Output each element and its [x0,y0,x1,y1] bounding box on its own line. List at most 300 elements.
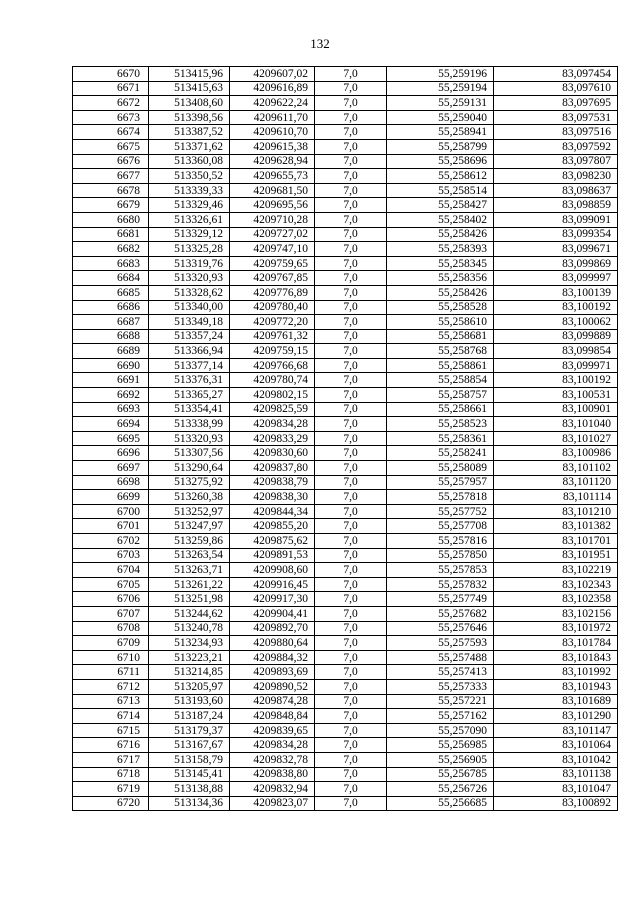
x-coordinate-cell: 513179,37 [149,723,230,738]
latitude-cell: 55,256785 [387,767,494,782]
longitude-cell: 83,101951 [494,548,618,563]
latitude-cell: 55,259196 [387,67,494,82]
table-row [73,446,618,461]
y-coordinate-cell: 4209780,74 [230,373,315,388]
height-cell: 7,0 [315,548,387,563]
x-coordinate-cell: 513259,86 [149,534,230,549]
longitude-cell: 83,099971 [494,358,618,373]
longitude-cell: 83,101040 [494,417,618,432]
y-coordinate-cell: 4209825,59 [230,402,315,417]
longitude-cell: 83,102219 [494,563,618,578]
longitude-cell: 83,097695 [494,96,618,111]
x-coordinate-cell: 513387,52 [149,125,230,140]
longitude-cell: 83,100062 [494,315,618,330]
point-number-cell: 6684 [73,271,149,286]
point-number-cell: 6705 [73,577,149,592]
longitude-cell: 83,100892 [494,796,618,811]
table-row [73,577,618,592]
latitude-cell: 55,258089 [387,461,494,476]
table-row [73,767,618,782]
latitude-cell: 55,258612 [387,169,494,184]
y-coordinate-cell: 4209916,45 [230,577,315,592]
table-row [73,242,618,257]
longitude-cell: 83,099671 [494,242,618,257]
latitude-cell: 55,257957 [387,475,494,490]
point-number-cell: 6699 [73,490,149,505]
x-coordinate-cell: 513234,93 [149,636,230,651]
y-coordinate-cell: 4209833,29 [230,431,315,446]
y-coordinate-cell: 4209695,56 [230,198,315,213]
height-cell: 7,0 [315,300,387,315]
latitude-cell: 55,258768 [387,344,494,359]
point-number-cell: 6714 [73,709,149,724]
longitude-cell: 83,101290 [494,709,618,724]
longitude-cell: 83,097807 [494,154,618,169]
y-coordinate-cell: 4209747,10 [230,242,315,257]
longitude-cell: 83,099091 [494,212,618,227]
point-number-cell: 6693 [73,402,149,417]
y-coordinate-cell: 4209615,38 [230,139,315,154]
table-row [73,665,618,680]
longitude-cell: 83,101843 [494,650,618,665]
table-row [73,198,618,213]
height-cell: 7,0 [315,461,387,476]
height-cell: 7,0 [315,650,387,665]
longitude-cell: 83,102156 [494,606,618,621]
y-coordinate-cell: 4209776,89 [230,285,315,300]
height-cell: 7,0 [315,388,387,403]
point-number-cell: 6681 [73,227,149,242]
y-coordinate-cell: 4209681,50 [230,183,315,198]
x-coordinate-cell: 513415,63 [149,81,230,96]
y-coordinate-cell: 4209830,60 [230,446,315,461]
point-number-cell: 6688 [73,329,149,344]
longitude-cell: 83,102358 [494,592,618,607]
height-cell: 7,0 [315,563,387,578]
longitude-cell: 83,100986 [494,446,618,461]
x-coordinate-cell: 513251,98 [149,592,230,607]
x-coordinate-cell: 513158,79 [149,752,230,767]
longitude-cell: 83,098230 [494,169,618,184]
point-number-cell: 6674 [73,125,149,140]
point-number-cell: 6704 [73,563,149,578]
longitude-cell: 83,097610 [494,81,618,96]
height-cell: 7,0 [315,592,387,607]
x-coordinate-cell: 513377,14 [149,358,230,373]
longitude-cell: 83,101147 [494,723,618,738]
point-number-cell: 6686 [73,300,149,315]
table-row [73,621,618,636]
y-coordinate-cell: 4209759,65 [230,256,315,271]
y-coordinate-cell: 4209874,28 [230,694,315,709]
table-row [73,475,618,490]
latitude-cell: 55,257162 [387,709,494,724]
table-row [73,227,618,242]
longitude-cell: 83,099869 [494,256,618,271]
y-coordinate-cell: 4209838,79 [230,475,315,490]
point-number-cell: 6677 [73,169,149,184]
longitude-cell: 83,101943 [494,679,618,694]
latitude-cell: 55,257832 [387,577,494,592]
y-coordinate-cell: 4209759,15 [230,344,315,359]
y-coordinate-cell: 4209655,73 [230,169,315,184]
longitude-cell: 83,098859 [494,198,618,213]
point-number-cell: 6715 [73,723,149,738]
y-coordinate-cell: 4209767,85 [230,271,315,286]
height-cell: 7,0 [315,227,387,242]
table-row [73,300,618,315]
point-number-cell: 6691 [73,373,149,388]
point-number-cell: 6671 [73,81,149,96]
height-cell: 7,0 [315,475,387,490]
point-number-cell: 6685 [73,285,149,300]
latitude-cell: 55,258610 [387,315,494,330]
table-row [73,709,618,724]
table-row [73,81,618,96]
coordinates-table [72,66,618,811]
height-cell: 7,0 [315,504,387,519]
point-number-cell: 6697 [73,461,149,476]
table-row [73,373,618,388]
point-number-cell: 6716 [73,738,149,753]
table-row [73,96,618,111]
longitude-cell: 83,099997 [494,271,618,286]
table-row [73,504,618,519]
height-cell: 7,0 [315,606,387,621]
height-cell: 7,0 [315,490,387,505]
y-coordinate-cell: 4209891,53 [230,548,315,563]
height-cell: 7,0 [315,767,387,782]
point-number-cell: 6701 [73,519,149,534]
y-coordinate-cell: 4209780,40 [230,300,315,315]
point-number-cell: 6711 [73,665,149,680]
table-row [73,738,618,753]
x-coordinate-cell: 513350,52 [149,169,230,184]
point-number-cell: 6680 [73,212,149,227]
x-coordinate-cell: 513408,60 [149,96,230,111]
latitude-cell: 55,258861 [387,358,494,373]
x-coordinate-cell: 513307,56 [149,446,230,461]
y-coordinate-cell: 4209892,70 [230,621,315,636]
y-coordinate-cell: 4209880,64 [230,636,315,651]
longitude-cell: 83,101689 [494,694,618,709]
latitude-cell: 55,258661 [387,402,494,417]
x-coordinate-cell: 513261,22 [149,577,230,592]
height-cell: 7,0 [315,358,387,373]
y-coordinate-cell: 4209848,84 [230,709,315,724]
point-number-cell: 6710 [73,650,149,665]
y-coordinate-cell: 4209610,70 [230,125,315,140]
height-cell: 7,0 [315,198,387,213]
latitude-cell: 55,258941 [387,125,494,140]
longitude-cell: 83,100531 [494,388,618,403]
height-cell: 7,0 [315,271,387,286]
longitude-cell: 83,101120 [494,475,618,490]
x-coordinate-cell: 513247,97 [149,519,230,534]
point-number-cell: 6712 [73,679,149,694]
longitude-cell: 83,101042 [494,752,618,767]
table-row [73,125,618,140]
longitude-cell: 83,101064 [494,738,618,753]
table-row [73,183,618,198]
height-cell: 7,0 [315,256,387,271]
latitude-cell: 55,257682 [387,606,494,621]
y-coordinate-cell: 4209890,52 [230,679,315,694]
height-cell: 7,0 [315,285,387,300]
point-number-cell: 6695 [73,431,149,446]
x-coordinate-cell: 513329,46 [149,198,230,213]
point-number-cell: 6708 [73,621,149,636]
x-coordinate-cell: 513275,92 [149,475,230,490]
height-cell: 7,0 [315,694,387,709]
table-row [73,650,618,665]
height-cell: 7,0 [315,242,387,257]
longitude-cell: 83,101138 [494,767,618,782]
table-row [73,402,618,417]
height-cell: 7,0 [315,81,387,96]
table-row [73,752,618,767]
latitude-cell: 55,257646 [387,621,494,636]
table-row [73,67,618,82]
table-row [73,212,618,227]
x-coordinate-cell: 513134,36 [149,796,230,811]
point-number-cell: 6719 [73,782,149,797]
latitude-cell: 55,258528 [387,300,494,315]
x-coordinate-cell: 513415,96 [149,67,230,82]
table-row [73,782,618,797]
latitude-cell: 55,258854 [387,373,494,388]
y-coordinate-cell: 4209766,68 [230,358,315,373]
height-cell: 7,0 [315,782,387,797]
y-coordinate-cell: 4209607,02 [230,67,315,82]
height-cell: 7,0 [315,373,387,388]
height-cell: 7,0 [315,96,387,111]
latitude-cell: 55,259131 [387,96,494,111]
latitude-cell: 55,257488 [387,650,494,665]
table-row [73,271,618,286]
table-row [73,110,618,125]
table-row [73,636,618,651]
latitude-cell: 55,258426 [387,227,494,242]
x-coordinate-cell: 513263,71 [149,563,230,578]
table-row [73,796,618,811]
point-number-cell: 6709 [73,636,149,651]
longitude-cell: 83,101114 [494,490,618,505]
latitude-cell: 55,257221 [387,694,494,709]
longitude-cell: 83,100192 [494,300,618,315]
longitude-cell: 83,102343 [494,577,618,592]
x-coordinate-cell: 513240,78 [149,621,230,636]
y-coordinate-cell: 4209628,94 [230,154,315,169]
latitude-cell: 55,259194 [387,81,494,96]
height-cell: 7,0 [315,402,387,417]
table-row [73,694,618,709]
height-cell: 7,0 [315,139,387,154]
point-number-cell: 6702 [73,534,149,549]
longitude-cell: 83,101027 [494,431,618,446]
height-cell: 7,0 [315,344,387,359]
height-cell: 7,0 [315,315,387,330]
height-cell: 7,0 [315,665,387,680]
table-row [73,329,618,344]
point-number-cell: 6717 [73,752,149,767]
page-number: 132 [310,36,330,51]
x-coordinate-cell: 513244,62 [149,606,230,621]
height-cell: 7,0 [315,534,387,549]
x-coordinate-cell: 513398,56 [149,110,230,125]
latitude-cell: 55,257853 [387,563,494,578]
height-cell: 7,0 [315,212,387,227]
point-number-cell: 6707 [73,606,149,621]
height-cell: 7,0 [315,723,387,738]
latitude-cell: 55,256726 [387,782,494,797]
point-number-cell: 6703 [73,548,149,563]
x-coordinate-cell: 513260,38 [149,490,230,505]
x-coordinate-cell: 513357,24 [149,329,230,344]
table-row [73,723,618,738]
x-coordinate-cell: 513320,93 [149,271,230,286]
y-coordinate-cell: 4209834,28 [230,417,315,432]
longitude-cell: 83,097592 [494,139,618,154]
y-coordinate-cell: 4209893,69 [230,665,315,680]
table-row [73,679,618,694]
point-number-cell: 6682 [73,242,149,257]
longitude-cell: 83,101047 [494,782,618,797]
x-coordinate-cell: 513263,54 [149,548,230,563]
point-number-cell: 6698 [73,475,149,490]
point-number-cell: 6706 [73,592,149,607]
height-cell: 7,0 [315,446,387,461]
x-coordinate-cell: 513138,88 [149,782,230,797]
y-coordinate-cell: 4209908,60 [230,563,315,578]
latitude-cell: 55,258681 [387,329,494,344]
table-row [73,358,618,373]
point-number-cell: 6696 [73,446,149,461]
table-row [73,388,618,403]
point-number-cell: 6718 [73,767,149,782]
table-row [73,154,618,169]
height-cell: 7,0 [315,154,387,169]
latitude-cell: 55,258356 [387,271,494,286]
latitude-cell: 55,259040 [387,110,494,125]
longitude-cell: 83,101102 [494,461,618,476]
latitude-cell: 55,257816 [387,534,494,549]
x-coordinate-cell: 513320,93 [149,431,230,446]
x-coordinate-cell: 513325,28 [149,242,230,257]
point-number-cell: 6689 [73,344,149,359]
longitude-cell: 83,101972 [494,621,618,636]
point-number-cell: 6678 [73,183,149,198]
table-row [73,563,618,578]
latitude-cell: 55,257413 [387,665,494,680]
longitude-cell: 83,101210 [494,504,618,519]
table-row [73,519,618,534]
point-number-cell: 6676 [73,154,149,169]
longitude-cell: 83,099889 [494,329,618,344]
longitude-cell: 83,100139 [494,285,618,300]
latitude-cell: 55,258696 [387,154,494,169]
x-coordinate-cell: 513290,64 [149,461,230,476]
point-number-cell: 6687 [73,315,149,330]
height-cell: 7,0 [315,519,387,534]
x-coordinate-cell: 513205,97 [149,679,230,694]
latitude-cell: 55,257708 [387,519,494,534]
point-number-cell: 6672 [73,96,149,111]
latitude-cell: 55,257333 [387,679,494,694]
y-coordinate-cell: 4209834,28 [230,738,315,753]
y-coordinate-cell: 4209761,32 [230,329,315,344]
table-row [73,490,618,505]
height-cell: 7,0 [315,636,387,651]
y-coordinate-cell: 4209904,41 [230,606,315,621]
latitude-cell: 55,257090 [387,723,494,738]
latitude-cell: 55,258427 [387,198,494,213]
height-cell: 7,0 [315,709,387,724]
height-cell: 7,0 [315,67,387,82]
point-number-cell: 6692 [73,388,149,403]
height-cell: 7,0 [315,431,387,446]
table-row [73,534,618,549]
height-cell: 7,0 [315,417,387,432]
point-number-cell: 6670 [73,67,149,82]
longitude-cell: 83,101701 [494,534,618,549]
latitude-cell: 55,258393 [387,242,494,257]
latitude-cell: 55,257749 [387,592,494,607]
y-coordinate-cell: 4209884,32 [230,650,315,665]
height-cell: 7,0 [315,738,387,753]
x-coordinate-cell: 513252,97 [149,504,230,519]
y-coordinate-cell: 4209839,65 [230,723,315,738]
x-coordinate-cell: 513371,62 [149,139,230,154]
latitude-cell: 55,257818 [387,490,494,505]
table-row [73,461,618,476]
x-coordinate-cell: 513326,61 [149,212,230,227]
y-coordinate-cell: 4209917,30 [230,592,315,607]
latitude-cell: 55,256985 [387,738,494,753]
table-row [73,548,618,563]
y-coordinate-cell: 4209611,70 [230,110,315,125]
longitude-cell: 83,101382 [494,519,618,534]
longitude-cell: 83,100901 [494,402,618,417]
longitude-cell: 83,097531 [494,110,618,125]
y-coordinate-cell: 4209875,62 [230,534,315,549]
x-coordinate-cell: 513145,41 [149,767,230,782]
point-number-cell: 6683 [73,256,149,271]
y-coordinate-cell: 4209855,20 [230,519,315,534]
x-coordinate-cell: 513329,12 [149,227,230,242]
y-coordinate-cell: 4209832,94 [230,782,315,797]
y-coordinate-cell: 4209837,80 [230,461,315,476]
longitude-cell: 83,101784 [494,636,618,651]
longitude-cell: 83,099854 [494,344,618,359]
table-row [73,592,618,607]
table-row [73,139,618,154]
height-cell: 7,0 [315,621,387,636]
height-cell: 7,0 [315,125,387,140]
y-coordinate-cell: 4209823,07 [230,796,315,811]
table-row [73,256,618,271]
latitude-cell: 55,258402 [387,212,494,227]
y-coordinate-cell: 4209832,78 [230,752,315,767]
height-cell: 7,0 [315,110,387,125]
longitude-cell: 83,097516 [494,125,618,140]
latitude-cell: 55,256685 [387,796,494,811]
y-coordinate-cell: 4209727,02 [230,227,315,242]
table-row [73,315,618,330]
x-coordinate-cell: 513328,62 [149,285,230,300]
latitude-cell: 55,258345 [387,256,494,271]
height-cell: 7,0 [315,796,387,811]
